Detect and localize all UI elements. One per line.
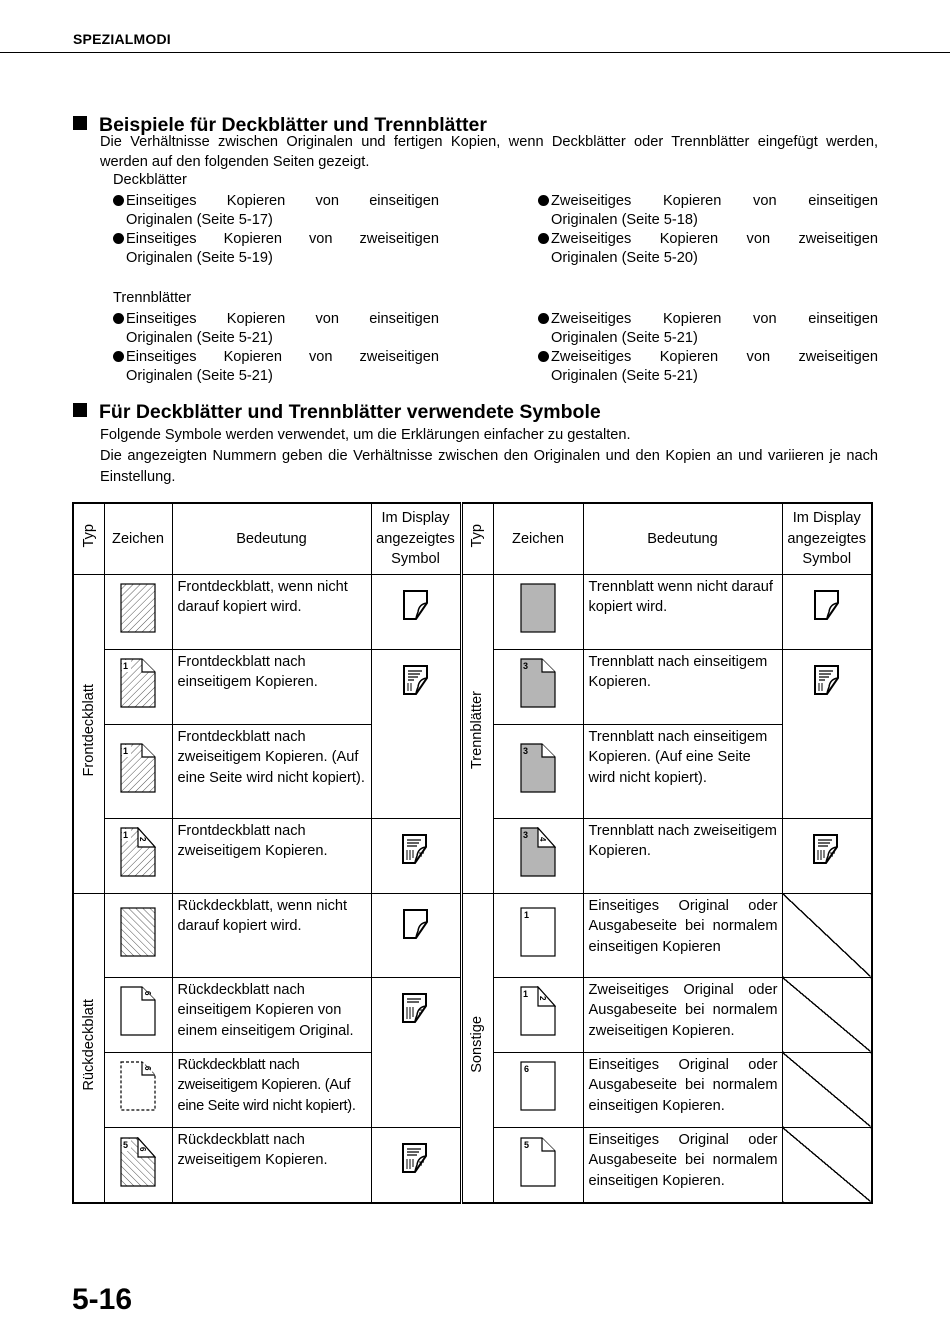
group-label-deckblaetter: Deckblätter — [113, 172, 187, 188]
sign-number: 3 — [523, 661, 529, 672]
section1-intro: Die Verhältnisse zwischen Originalen und fertigen Kopien, wenn Deckblätter oder Trennblätter eingefügt werden, werden auf den folgenden Seiten gezeigt. — [100, 134, 878, 170]
table-row — [73, 893, 872, 977]
row-meaning: Rückdeckblatt nach einseitigem Kopieren von einem einseitigem Original. — [172, 977, 371, 1052]
section1-heading: Beispiele für Deckblätter und Trennblätter — [73, 114, 487, 136]
header-zeichen: Zeichen — [493, 503, 583, 574]
header-display-symbol: Im Display angezeigtes Symbol — [371, 503, 461, 574]
display-blank-sheet-icon — [371, 574, 461, 649]
row-meaning: Trennblatt nach einseitigem Kopieren. — [583, 649, 782, 724]
sign-number: 2 — [538, 996, 547, 1001]
sheet-plain-sign — [493, 1052, 583, 1127]
sign-number: 6 — [524, 1064, 530, 1075]
sheet-dashed-sign — [104, 1052, 172, 1127]
sheet-plain-sign — [493, 1127, 583, 1203]
sign-number: 6 — [138, 1146, 147, 1151]
sign-number: 6 — [143, 991, 152, 996]
row-meaning: Frontdeckblatt nach einseitigem Kopieren. — [172, 649, 371, 724]
list-item: Einseitiges Kopieren von einseitigen Originalen (Seite 5-21) — [113, 310, 439, 348]
bullet-icon — [113, 313, 124, 324]
sheet-plain-sign — [493, 977, 583, 1052]
display-printed-sheet-icon — [782, 649, 872, 818]
sign-number: 1 — [123, 661, 129, 672]
page-number: 5-16 — [72, 1283, 133, 1316]
display-printed-sheet-icon — [371, 649, 461, 818]
symbol-table — [72, 502, 873, 1204]
bullet-icon — [113, 195, 124, 206]
table-row — [73, 574, 872, 649]
sheet-hatched-sign — [104, 818, 172, 893]
row-meaning: Einseitiges Original oder Ausgabeseite bei normalem einseitigen Kopieren. — [583, 1052, 782, 1127]
sign-number: 5 — [524, 1139, 530, 1150]
sign-number: 3 — [523, 745, 529, 756]
bullet-icon — [113, 233, 124, 244]
list-item: Einseitiges Kopieren von zweiseitigen Originalen (Seite 5-19) — [113, 230, 439, 268]
header-typ: Typ — [73, 503, 104, 574]
header-bedeutung: Bedeutung — [172, 503, 371, 574]
sign-number: 6 — [143, 1066, 152, 1071]
group-sonstige: Sonstige — [461, 893, 493, 1203]
sheet-plain-sign — [493, 893, 583, 977]
sheet-gray-sign — [493, 574, 583, 649]
bullet-icon — [538, 195, 549, 206]
sheet-gray-sign — [493, 649, 583, 724]
bullet-icon — [113, 351, 124, 362]
display-none-diagonal — [782, 1052, 872, 1127]
display-duplex-sheet-icon — [371, 818, 461, 893]
sheet-hatched-sign — [104, 574, 172, 649]
display-none-diagonal — [782, 977, 872, 1052]
header-typ: Typ — [461, 503, 493, 574]
sign-number: 5 — [123, 1139, 129, 1150]
header-display-symbol: Im Display angezeigtes Symbol — [782, 503, 872, 574]
square-bullet-icon — [73, 403, 87, 417]
sign-number: 2 — [138, 837, 147, 842]
display-none-diagonal — [782, 893, 872, 977]
display-blank-sheet-icon — [782, 574, 872, 649]
sign-number: 1 — [123, 745, 129, 756]
list-item: Zweiseitiges Kopieren von zweiseitigen Originalen (Seite 5-20) — [538, 230, 878, 268]
row-meaning: Rückdeckblatt, wenn nicht darauf kopiert wird. — [172, 893, 371, 977]
list-item: Zweiseitiges Kopieren von einseitigen Originalen (Seite 5-18) — [538, 192, 878, 230]
sheet-hatched-sign — [104, 893, 172, 977]
sign-number: 1 — [123, 830, 129, 841]
header-section-title: SPEZIALMODI — [73, 31, 171, 47]
display-duplex-sheet-icon — [371, 977, 461, 1127]
section2-heading: Für Deckblätter und Trennblätter verwendete Symbole — [73, 401, 601, 423]
sheet-plain-sign — [104, 977, 172, 1052]
row-meaning: Zweiseitiges Original oder Ausgabeseite bei normalem zweiseitigen Kopieren. — [583, 977, 782, 1052]
group-frontdeckblatt: Frontdeckblatt — [73, 574, 104, 893]
bullet-icon — [538, 313, 549, 324]
row-meaning: Rückdeckblatt nach zweiseitigem Kopieren. — [172, 1127, 371, 1203]
sign-number: 1 — [524, 909, 530, 920]
row-meaning: Trennblatt wenn nicht darauf kopiert wird. — [583, 574, 782, 649]
sheet-hatched-sign — [104, 724, 172, 818]
display-duplex-sheet-icon — [782, 818, 872, 893]
list-item: Zweiseitiges Kopieren von einseitigen Originalen (Seite 5-21) — [538, 310, 878, 348]
bullet-icon — [538, 351, 549, 362]
header-bedeutung: Bedeutung — [583, 503, 782, 574]
display-duplex-sheet-icon — [371, 1127, 461, 1203]
sheet-hatched-sign — [104, 649, 172, 724]
list-item: Einseitiges Kopieren von einseitigen Originalen (Seite 5-17) — [113, 192, 439, 230]
square-bullet-icon — [73, 116, 87, 130]
sheet-gray-sign — [493, 818, 583, 893]
display-blank-sheet-icon — [371, 893, 461, 977]
group-rueckdeckblatt: Rückdeckblatt — [73, 893, 104, 1203]
group-label-trennblaetter: Trennblätter — [113, 290, 192, 306]
list-item: Zweiseitiges Kopieren von zweiseitigen Originalen (Seite 5-21) — [538, 348, 878, 386]
row-meaning: Frontdeckblatt nach zweiseitigem Kopieren. — [172, 818, 371, 893]
header-rule — [0, 52, 950, 53]
display-none-diagonal — [782, 1127, 872, 1203]
table-header-row — [73, 503, 872, 574]
list-item: Einseitiges Kopieren von zweiseitigen Originalen (Seite 5-21) — [113, 348, 439, 386]
row-meaning: Trennblatt nach einseitigem Kopieren. (Auf eine Seite wird nicht kopiert). — [583, 724, 782, 818]
row-meaning: Einseitiges Original oder Ausgabeseite bei normalem einseitigen Kopieren. — [583, 1127, 782, 1203]
section2-para1: Folgende Symbole werden verwendet, um die Erklärungen einfacher zu gestalten. — [100, 427, 631, 443]
group-trennblaetter: Trennblätter — [461, 574, 493, 893]
row-meaning: Einseitiges Original oder Ausgabeseite bei normalem einseitigen Kopieren — [583, 893, 782, 977]
row-meaning: Rückdeckblatt nach zweiseitigem Kopieren. (Auf eine Seite wird nicht kopiert). — [172, 1052, 371, 1127]
sign-number: 1 — [523, 989, 529, 1000]
section2-para2: Die angezeigten Nummern geben die Verhältnisse zwischen den Originalen und den Kopien an und variieren je nach Einstellung. — [100, 448, 878, 485]
row-meaning: Trennblatt nach zweiseitigem Kopieren. — [583, 818, 782, 893]
sheet-hatched-sign — [104, 1127, 172, 1203]
row-meaning: Frontdeckblatt, wenn nicht darauf kopiert wird. — [172, 574, 371, 649]
row-meaning: Frontdeckblatt nach zweiseitigem Kopieren. (Auf eine Seite wird nicht kopiert). — [172, 724, 371, 818]
sign-number: 3 — [523, 830, 529, 841]
sign-number: 4 — [538, 837, 547, 842]
sheet-gray-sign — [493, 724, 583, 818]
bullet-icon — [538, 233, 549, 244]
header-zeichen: Zeichen — [104, 503, 172, 574]
